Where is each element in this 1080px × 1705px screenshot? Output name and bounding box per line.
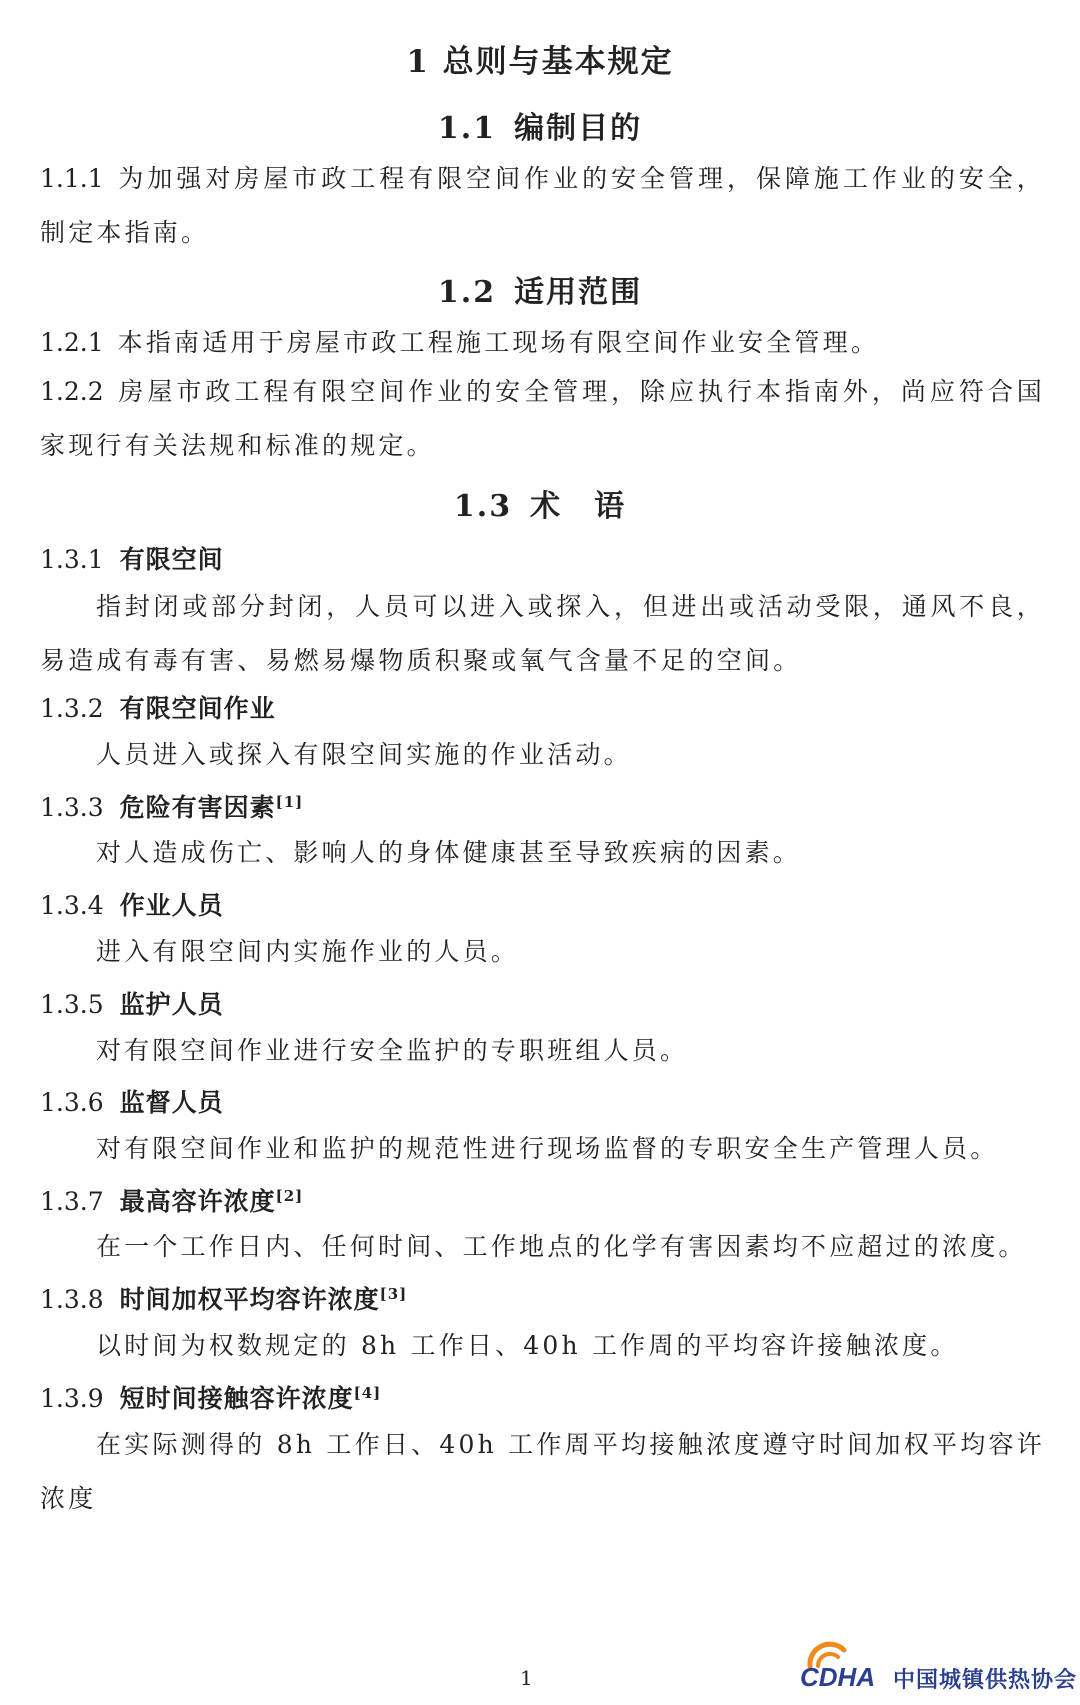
term-definition: 对人造成伤亡、影响人的身体健康甚至导致疾病的因素。 <box>96 838 802 867</box>
term-number: 1.3.4 <box>40 891 104 920</box>
term-heading <box>40 689 276 725</box>
term-name: 监督人员 <box>119 1088 224 1117</box>
section-heading <box>0 481 1080 525</box>
term-number: 1.3.7 <box>40 1187 104 1216</box>
reference-mark: [2] <box>275 1187 304 1205</box>
term-name: 监护人员 <box>119 990 224 1019</box>
term-number: 1.3.9 <box>40 1384 104 1413</box>
term-heading <box>40 788 303 824</box>
section-title: 适用范围 <box>514 275 643 310</box>
logo-mark-text: CDHA <box>800 1662 876 1692</box>
term-heading <box>40 985 224 1021</box>
reference-mark: [4] <box>353 1384 382 1402</box>
section-heading <box>0 267 1080 311</box>
section-heading <box>0 103 1080 147</box>
term-name: 作业人员 <box>119 891 224 920</box>
section-number: 1.2 <box>437 275 497 310</box>
term-heading <box>40 1379 381 1415</box>
term-name: 时间加权平均容许浓度 <box>119 1285 380 1314</box>
clause-number: 1.2.2 <box>40 377 104 406</box>
term-name: 危险有害因素 <box>119 793 276 822</box>
term-definition: 在一个工作日内、任何时间、工作地点的化学有害因素均不应超过的浓度。 <box>96 1232 1027 1261</box>
term-heading <box>40 1280 407 1316</box>
term-name: 有限空间作业 <box>119 694 276 723</box>
term-definition: 以时间为权数规定的 8h 工作日、40h 工作周的平均容许接触浓度。 <box>96 1331 959 1360</box>
clause-paragraph <box>40 152 1045 260</box>
clause-number: 1.1.1 <box>40 164 104 193</box>
clause-number: 1.2.1 <box>40 328 104 357</box>
clause-text: 本指南适用于房屋市政工程施工现场有限空间作业安全管理。 <box>117 328 880 357</box>
term-number: 1.3.5 <box>40 990 104 1019</box>
term-heading <box>40 1182 303 1218</box>
term-name: 有限空间 <box>119 545 224 574</box>
term-heading <box>40 540 224 576</box>
term-number: 1.3.1 <box>40 545 104 574</box>
term-definition: 对有限空间作业进行安全监护的专职班组人员。 <box>96 1036 689 1065</box>
clause-text: 房屋市政工程有限空间作业的安全管理，除应执行本指南外，尚应符合国家现行有关法规和标准的规定。 <box>40 377 1045 460</box>
term-heading <box>40 1083 224 1119</box>
clause-paragraph <box>40 316 1045 370</box>
section-number: 1.3 <box>453 489 513 524</box>
term-name: 最高容许浓度 <box>119 1187 276 1216</box>
clause-paragraph <box>40 365 1045 473</box>
term-number: 1.3.3 <box>40 793 104 822</box>
chapter-title: 1 总则与基本规定 <box>406 44 674 80</box>
reference-mark: [1] <box>275 793 304 811</box>
term-definition: 对有限空间作业和监护的规范性进行现场监督的专职安全生产管理人员。 <box>96 1134 999 1163</box>
term-number: 1.3.8 <box>40 1285 104 1314</box>
term-heading <box>40 886 224 922</box>
reference-mark: [3] <box>379 1285 408 1303</box>
term-definition: 在实际测得的 8h 工作日、40h 工作周平均接触浓度遵守时间加权平均容许浓度 <box>40 1430 1045 1513</box>
section-number: 1.1 <box>437 111 497 146</box>
term-definition: 进入有限空间内实施作业的人员。 <box>96 937 520 966</box>
section-title: 术 语 <box>530 489 627 524</box>
term-name: 短时间接触容许浓度 <box>119 1384 354 1413</box>
page-number: 1 <box>520 1666 533 1690</box>
clause-text: 为加强对房屋市政工程有限空间作业的安全管理，保障施工作业的安全，制定本指南。 <box>40 164 1045 247</box>
term-definition: 指封闭或部分封闭，人员可以进入或探入，但进出或活动受限，通风不良，易造成有毒有害、易燃易爆物质积聚或氧气含量不足的空间。 <box>40 592 1045 675</box>
term-number: 1.3.2 <box>40 694 104 723</box>
organization-name: 中国城镇供热协会 <box>893 1668 1078 1693</box>
term-definition: 人员进入或探入有限空间实施的作业活动。 <box>96 740 632 769</box>
term-number: 1.3.6 <box>40 1088 104 1117</box>
section-title: 编制目的 <box>514 111 643 146</box>
